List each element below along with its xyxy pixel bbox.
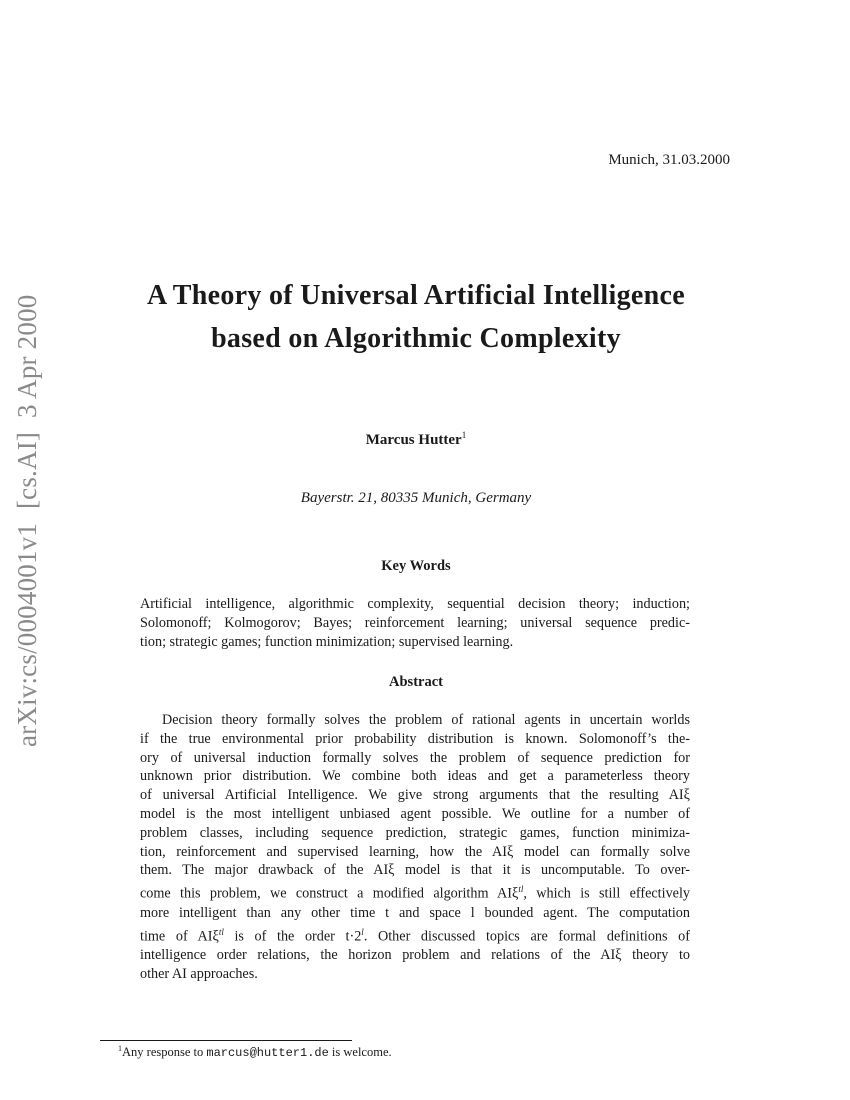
abstract-line: Decision theory formally solves the problem of rational agents in uncertain worlds (162, 712, 690, 728)
abstract-line: come this problem, we construct a modified algorithm AIξ$^{tl}$, which is still effectively (140, 884, 690, 902)
abstract-line: time of AIξ$^{tl}$ is of the order $t\cdot 2^l$. Other discussed topics are formal definitions of (140, 926, 690, 945)
keywords-line: Solomonoff; Kolmogorov; Bayes; reinforcement learning; universal sequence predic- (140, 614, 690, 631)
keywords-line: Artificial intelligence, algorithmic complexity, sequential decision theory; induction; (140, 596, 690, 612)
footnote-email: marcus@hutter1.de (206, 1046, 329, 1061)
abstract-line: them. The major drawback of the AIξ model is that it is uncomputable. To over- (140, 862, 690, 879)
keywords-line: tion; strategic games; function minimization; supervised learning. (140, 633, 514, 650)
abstract-line: problem classes, including sequence prediction, strategic games, function minimiza- (140, 824, 690, 841)
keywords-body (140, 595, 690, 651)
footnote-rule (100, 1040, 352, 1041)
title-line-1: A Theory of Universal Artificial Intelligence (147, 280, 685, 311)
footnote-prefix: Any response to (122, 1045, 207, 1060)
author-footnote-mark: 1 (461, 430, 467, 440)
paper-title (0, 274, 832, 360)
author-affiliation: Bayerstr. 21, 80335 Munich, Germany (300, 490, 532, 506)
abstract-line: model is the most intelligent unbiased agent possible. We outline for a number of (140, 805, 690, 822)
abstract-heading: Abstract (389, 674, 443, 690)
abstract-body (140, 711, 690, 984)
abstract-line: intelligence order relations, the horizon problem and relations of the AIξ theory to (140, 947, 690, 964)
author-name: Marcus Hutter (365, 432, 462, 448)
title-line-2: based on Algorithmic Complexity (211, 323, 621, 354)
keywords-heading: Key Words (381, 558, 451, 574)
abstract-line: more intelligent than any other time t and space l bounded agent. The computation (140, 904, 690, 921)
footnote-mark: 1 (118, 1044, 122, 1053)
arxiv-identifier-stamp: arXiv:cs/0004001v1 [cs.AI] 3 Apr 2000 (12, 294, 42, 747)
abstract-line: ory of universal induction formally solves the problem of sequence prediction for (140, 749, 690, 766)
abstract-line: other AI approaches. (140, 965, 258, 982)
abstract-line: tion, reinforcement and supervised learning, how the AIξ model can formally solve (140, 843, 690, 860)
footnote-suffix: is welcome. (328, 1045, 392, 1060)
author (0, 430, 832, 449)
abstract-line: unknown prior distribution. We combine both ideas and get a parameterless theory (140, 768, 690, 785)
abstract-line: if the true environmental prior probability distribution is known. Solomonoff’s the- (140, 730, 690, 747)
place-date: Munich, 31.03.2000 (608, 152, 730, 168)
abstract-line: of universal Artificial Intelligence. We give strong arguments that the resulting AIξ (140, 787, 690, 804)
footnote (118, 1044, 392, 1060)
